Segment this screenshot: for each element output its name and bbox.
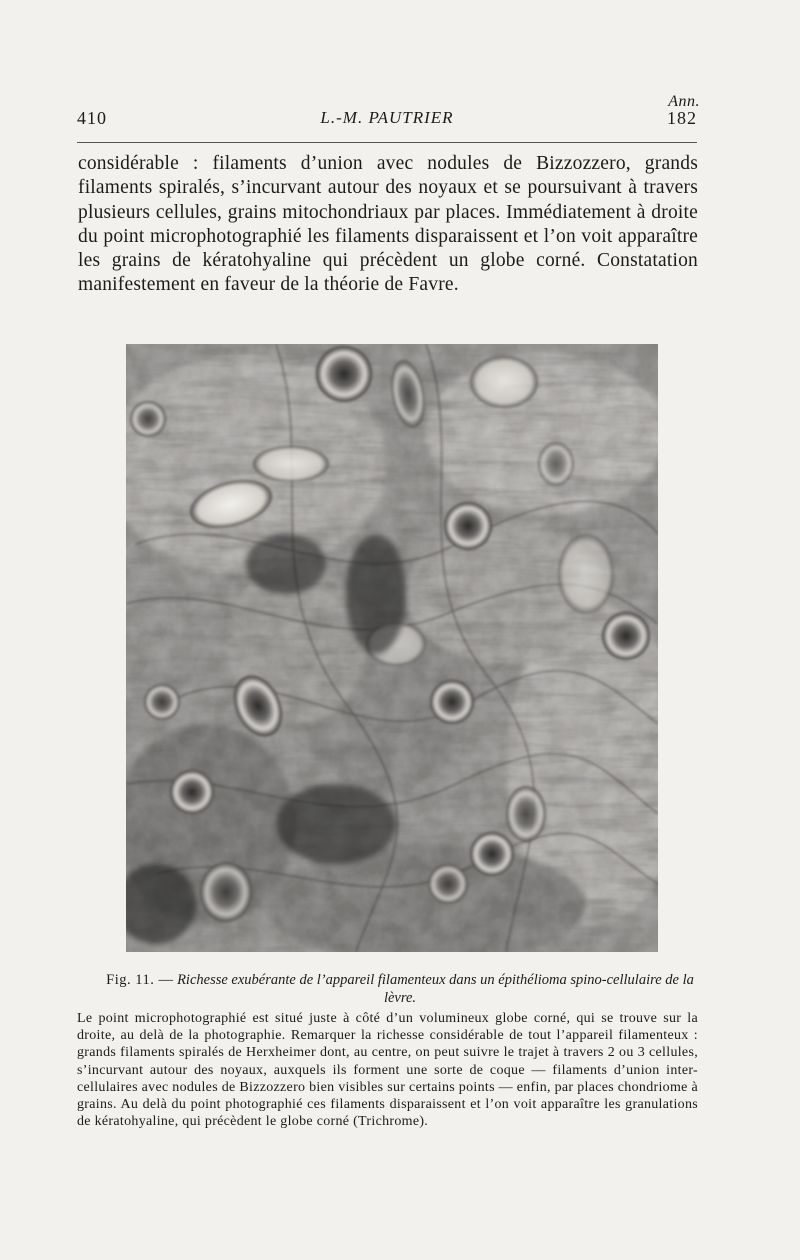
figure-title: Richesse exubérante de l’appareil filamenteux dans un épithélioma spino-cellulaire de la lèvre.: [177, 972, 694, 1006]
annotation-ann: Ann.: [668, 93, 700, 110]
page-number: 410: [77, 108, 107, 128]
figure-caption-body: Le point microphotographié est situé juste à côté d’un volumineux globe corné, qui se trouve sur la droite, au delà de la photographie. Remarquer la richesse considérable de tout l’appareil filamenteux : grands filaments spiralés de Herxheimer dont, au centre, on peut suivre le trajet à travers 2 ou 3 cellules, s’incurvant autour des noyaux, auxquels ils forment une sorte de coque — filaments d’union inter-cellulaires avec nodules de Bizzozzero bien visibles sur certains points — enfin, par places chondriome à grains. Au delà du point photographié ces filaments disparaissent et l’on voit apparaître les granulations de kératohyaline, qui précèdent le globe corné (Trichrome).: [77, 1011, 698, 1130]
micrograph-figure: [126, 344, 658, 952]
figure-caption-title: [100, 971, 700, 1007]
header-rule: [77, 142, 697, 143]
page-header: [77, 108, 697, 134]
running-head: L.-M. PAUTRIER: [320, 108, 454, 127]
body-paragraph: considérable : filaments d’union avec nodules de Bizzozzero, grands filaments spiralés, s’incurvant autour des noyaux et se poursuivant à travers plusieurs cellules, grains mitochondriaux par places. Immédiatement à droite du point microphotographié les filaments disparaissent et l’on voit apparaître les grains de kératohyaline qui précèdent un globe corné. Constatation manifestement en faveur de la théorie de Favre.: [78, 153, 698, 296]
figure-label: Fig. 11. —: [106, 972, 174, 988]
issue-number: 182: [667, 108, 697, 128]
micrograph-image: [126, 344, 658, 952]
